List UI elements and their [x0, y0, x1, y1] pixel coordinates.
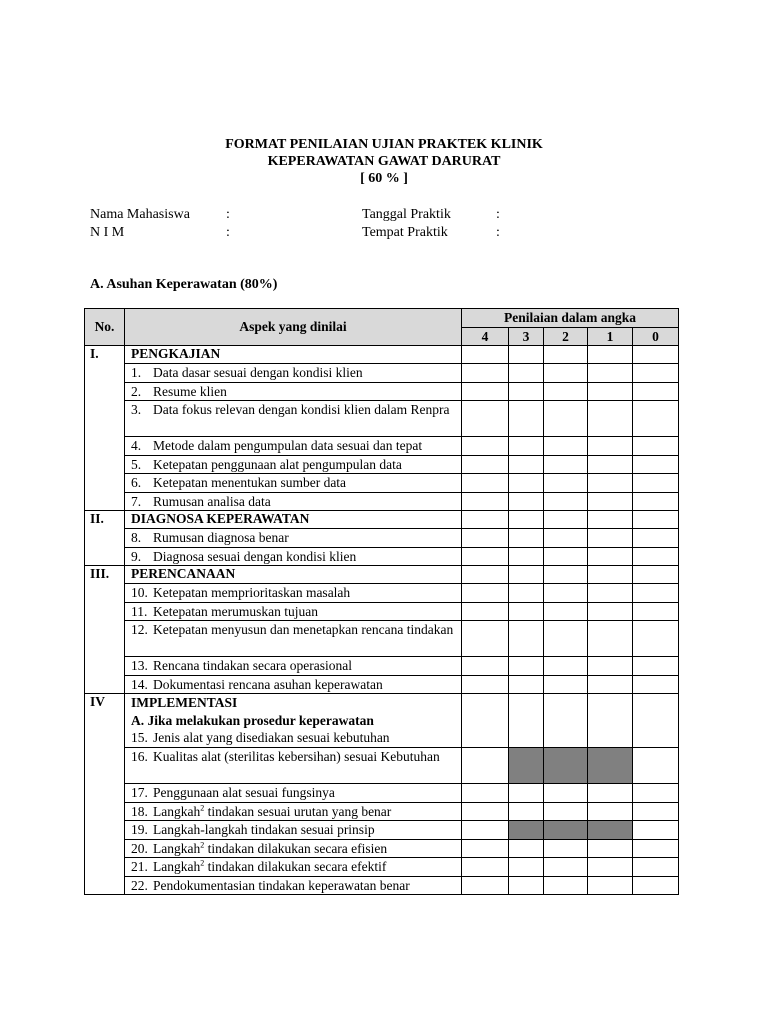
score-cell[interactable]	[544, 839, 588, 858]
score-cell[interactable]	[509, 455, 544, 474]
score-cell[interactable]	[588, 547, 633, 566]
score-cell[interactable]	[544, 529, 588, 548]
score-header: 2	[544, 328, 588, 346]
score-cell[interactable]	[509, 657, 544, 676]
score-cell[interactable]	[633, 748, 679, 784]
score-cell[interactable]	[633, 876, 679, 895]
score-cell[interactable]	[588, 802, 633, 821]
score-cell[interactable]	[633, 602, 679, 621]
item-number: 4.	[131, 438, 142, 453]
score-cell[interactable]	[544, 694, 588, 748]
score-cell[interactable]	[462, 346, 509, 364]
criteria-item	[125, 455, 462, 474]
score-cell[interactable]	[509, 401, 544, 437]
item-number: 17.	[131, 785, 148, 800]
score-cell[interactable]	[462, 858, 509, 877]
score-cell[interactable]	[633, 364, 679, 383]
score-cell[interactable]	[544, 474, 588, 493]
header-no: No.	[85, 309, 125, 346]
score-cell[interactable]	[509, 364, 544, 383]
score-cell[interactable]	[633, 401, 679, 437]
score-cell[interactable]	[633, 492, 679, 511]
score-cell[interactable]	[462, 675, 509, 694]
form-title-line-2: KEPERAWATAN GAWAT DARURAT	[267, 154, 501, 169]
criteria-item	[125, 584, 462, 603]
score-cell[interactable]	[509, 858, 544, 877]
item-number: 13.	[131, 658, 148, 673]
item-number: 5.	[131, 456, 142, 472]
item-text-part: Langkah	[153, 840, 201, 856]
criteria-item	[125, 474, 462, 493]
score-cell[interactable]	[588, 858, 633, 877]
item-text: Diagnosa sesuai dengan kondisi klien	[153, 548, 357, 564]
score-cell[interactable]	[633, 858, 679, 877]
item-text-part: tindakan dilakukan secara efisien	[204, 840, 388, 856]
criteria-item	[125, 839, 462, 858]
score-header: 1	[588, 328, 633, 346]
item-number: 6.	[131, 475, 142, 490]
score-cell[interactable]	[509, 511, 544, 529]
item-text: Jenis alat yang disediakan sesuai kebutuhan	[153, 730, 390, 745]
item-text-part: tindakan sesuai urutan yang benar	[204, 803, 392, 819]
score-cell[interactable]	[588, 602, 633, 621]
item-text: Pendokumentasian tindakan keperawatan benar	[153, 877, 410, 893]
score-cell[interactable]	[462, 566, 509, 584]
item-number: 12.	[131, 622, 148, 637]
score-cell[interactable]	[588, 474, 633, 493]
section-block	[125, 694, 462, 748]
score-cell[interactable]	[633, 839, 679, 858]
tanggal-praktik-colon: :	[496, 207, 500, 222]
score-cell[interactable]	[509, 802, 544, 821]
score-cell[interactable]	[462, 784, 509, 803]
score-cell[interactable]	[633, 346, 679, 364]
section-number: I.	[85, 346, 125, 511]
criteria-item	[125, 364, 462, 383]
item-text: Rumusan analisa data	[153, 493, 271, 509]
item-text-part: tindakan dilakukan secara efektif	[204, 859, 387, 874]
item-number: 11.	[131, 603, 148, 619]
nim-colon: :	[226, 225, 230, 240]
item-text: Ketepatan merumuskan tujuan	[153, 603, 318, 619]
section-title: PENGKAJIAN	[125, 346, 462, 364]
score-cell[interactable]	[462, 584, 509, 603]
header-penilaian: Penilaian dalam angka	[462, 309, 679, 328]
assessment-table	[84, 308, 679, 895]
subsection-title: A. Jika melakukan prosedur keperawatan	[131, 712, 374, 728]
score-cell[interactable]	[633, 821, 679, 840]
item-number: 18.	[131, 803, 148, 819]
criteria-item	[125, 858, 462, 877]
score-cell[interactable]	[509, 675, 544, 694]
criteria-item	[125, 547, 462, 566]
score-cell[interactable]	[588, 455, 633, 474]
score-cell[interactable]	[588, 566, 633, 584]
criteria-item	[125, 876, 462, 895]
score-cell[interactable]	[633, 675, 679, 694]
criteria-item	[125, 602, 462, 621]
section-number: II.	[85, 511, 125, 566]
nama-mahasiswa-colon: :	[226, 207, 230, 222]
item-text: Data dasar sesuai dengan kondisi klien	[153, 365, 363, 380]
score-cell[interactable]	[544, 492, 588, 511]
score-cell[interactable]	[588, 364, 633, 383]
score-cell[interactable]	[462, 876, 509, 895]
item-number: 3.	[131, 402, 142, 417]
item-text: Ketepatan memprioritaskan masalah	[153, 585, 351, 600]
item-number: 10.	[131, 585, 148, 600]
score-cell[interactable]	[633, 657, 679, 676]
item-number: 19.	[131, 822, 148, 837]
score-cell[interactable]	[462, 364, 509, 383]
score-cell[interactable]	[544, 382, 588, 401]
tempat-praktik-label: Tempat Praktik	[362, 225, 448, 240]
superscript: 2	[200, 858, 205, 868]
score-header: 4	[462, 328, 509, 346]
criteria-item	[125, 382, 462, 401]
section-title: IMPLEMENTASI	[131, 695, 238, 710]
score-cell[interactable]	[544, 437, 588, 456]
nim-label: N I M	[90, 225, 125, 240]
score-cell[interactable]	[462, 821, 509, 840]
score-cell[interactable]	[588, 675, 633, 694]
item-number: 21.	[131, 859, 148, 874]
item-text: Dokumentasi rencana asuhan keperawatan	[153, 676, 383, 692]
score-cell[interactable]	[462, 839, 509, 858]
item-text: Langkah-langkah tindakan sesuai prinsip	[153, 822, 375, 837]
score-cell-disabled	[544, 748, 588, 784]
superscript: 2	[200, 803, 205, 812]
item-number: 1.	[131, 365, 142, 380]
item-text: Ketepatan menyusun dan menetapkan rencana tindakan	[153, 622, 454, 637]
score-cell[interactable]	[633, 511, 679, 529]
score-cell[interactable]	[588, 784, 633, 803]
score-cell[interactable]	[588, 584, 633, 603]
item-number: 14.	[131, 676, 148, 692]
score-cell[interactable]	[509, 876, 544, 895]
score-cell[interactable]	[462, 437, 509, 456]
score-cell[interactable]	[462, 529, 509, 548]
item-number: 20.	[131, 840, 148, 856]
item-text: Rumusan diagnosa benar	[153, 530, 289, 545]
item-number: 2.	[131, 383, 142, 399]
item-number: 9.	[131, 548, 142, 564]
form-title-weight: [ 60 % ]	[360, 171, 408, 186]
section-title: PERENCANAAN	[125, 566, 462, 584]
score-cell[interactable]	[633, 566, 679, 584]
section-number: IV	[85, 694, 125, 895]
score-cell[interactable]	[544, 566, 588, 584]
score-cell[interactable]	[588, 346, 633, 364]
score-cell[interactable]	[544, 858, 588, 877]
score-cell[interactable]	[633, 584, 679, 603]
criteria-item	[125, 529, 462, 548]
score-cell[interactable]	[544, 346, 588, 364]
score-cell[interactable]	[544, 602, 588, 621]
criteria-item	[125, 784, 462, 803]
item-text	[153, 840, 461, 858]
score-cell[interactable]	[588, 511, 633, 529]
superscript: 2	[200, 840, 205, 849]
score-cell[interactable]	[633, 437, 679, 456]
score-cell[interactable]	[462, 602, 509, 621]
item-text: Penggunaan alat sesuai fungsinya	[153, 785, 335, 800]
score-cell[interactable]	[509, 621, 544, 657]
criteria-item	[125, 675, 462, 694]
score-cell[interactable]	[544, 784, 588, 803]
score-cell[interactable]	[633, 474, 679, 493]
score-cell[interactable]	[633, 382, 679, 401]
score-cell[interactable]	[509, 694, 544, 748]
score-cell[interactable]	[509, 529, 544, 548]
score-cell[interactable]	[633, 529, 679, 548]
score-cell[interactable]	[509, 492, 544, 511]
score-cell-disabled	[588, 821, 633, 840]
item-text: Metode dalam pengumpulan data sesuai dan tepat	[153, 438, 423, 453]
score-cell[interactable]	[509, 437, 544, 456]
score-cell-disabled	[509, 748, 544, 784]
score-cell-disabled	[509, 821, 544, 840]
criteria-item	[125, 748, 462, 784]
item-text: Kualitas alat (sterilitas kebersihan) sesuai Kebutuhan	[153, 749, 440, 764]
score-cell[interactable]	[462, 547, 509, 566]
score-cell-disabled	[544, 821, 588, 840]
score-cell[interactable]	[588, 839, 633, 858]
score-cell[interactable]	[588, 382, 633, 401]
score-cell[interactable]	[544, 876, 588, 895]
score-cell[interactable]	[633, 802, 679, 821]
score-cell[interactable]	[588, 492, 633, 511]
criteria-item	[125, 802, 462, 821]
score-cell[interactable]	[588, 621, 633, 657]
score-cell[interactable]	[633, 694, 679, 748]
score-cell[interactable]	[462, 748, 509, 784]
item-number: 22.	[131, 877, 148, 893]
score-cell[interactable]	[462, 802, 509, 821]
item-text-part: Langkah	[153, 803, 201, 819]
item-text: Ketepatan penggunaan alat pengumpulan data	[153, 456, 402, 472]
item-number: 8.	[131, 530, 142, 545]
item-text	[153, 803, 461, 821]
score-cell[interactable]	[462, 657, 509, 676]
score-cell-disabled	[588, 748, 633, 784]
score-cell[interactable]	[544, 547, 588, 566]
section-number: III.	[85, 566, 125, 694]
item-text-part: Langkah	[153, 859, 201, 874]
score-cell[interactable]	[509, 566, 544, 584]
score-cell[interactable]	[544, 401, 588, 437]
score-cell[interactable]	[462, 382, 509, 401]
score-cell[interactable]	[509, 382, 544, 401]
score-cell[interactable]	[462, 492, 509, 511]
score-cell[interactable]	[544, 584, 588, 603]
item-text: Ketepatan menentukan sumber data	[153, 475, 347, 490]
score-cell[interactable]	[544, 675, 588, 694]
score-cell[interactable]	[544, 455, 588, 474]
score-cell[interactable]	[588, 657, 633, 676]
item-text: Rencana tindakan secara operasional	[153, 658, 353, 673]
score-cell[interactable]	[462, 621, 509, 657]
item-text	[153, 858, 461, 876]
score-cell[interactable]	[588, 694, 633, 748]
score-cell[interactable]	[588, 876, 633, 895]
criteria-item	[125, 621, 462, 657]
score-cell[interactable]	[588, 529, 633, 548]
item-number: 15.	[131, 730, 148, 745]
section-a-heading: A. Asuhan Keperawatan (80%)	[90, 277, 278, 292]
score-cell[interactable]	[509, 784, 544, 803]
score-cell[interactable]	[509, 584, 544, 603]
score-cell[interactable]	[462, 474, 509, 493]
score-cell[interactable]	[588, 437, 633, 456]
score-cell[interactable]	[544, 364, 588, 383]
score-cell[interactable]	[509, 602, 544, 621]
score-cell[interactable]	[588, 401, 633, 437]
criteria-item	[125, 821, 462, 840]
criteria-item	[125, 401, 462, 437]
score-cell[interactable]	[509, 547, 544, 566]
item-text: Data fokus relevan dengan kondisi klien dalam Renpra	[153, 402, 450, 417]
item-number: 7.	[131, 493, 142, 509]
score-cell[interactable]	[462, 455, 509, 474]
tanggal-praktik-label: Tanggal Praktik	[362, 207, 451, 222]
criteria-item	[125, 492, 462, 511]
score-cell[interactable]	[544, 621, 588, 657]
score-cell[interactable]	[544, 657, 588, 676]
score-cell[interactable]	[633, 621, 679, 657]
score-cell[interactable]	[462, 401, 509, 437]
form-title-line-1: FORMAT PENILAIAN UJIAN PRAKTEK KLINIK	[225, 137, 543, 152]
score-cell[interactable]	[633, 547, 679, 566]
score-cell[interactable]	[462, 511, 509, 529]
header-aspek: Aspek yang dinilai	[125, 309, 462, 346]
nama-mahasiswa-label: Nama Mahasiswa	[90, 207, 190, 222]
item-text: Resume klien	[153, 383, 227, 399]
criteria-item	[125, 437, 462, 456]
score-cell[interactable]	[509, 839, 544, 858]
section-title: DIAGNOSA KEPERAWATAN	[125, 511, 462, 529]
score-cell[interactable]	[633, 455, 679, 474]
item-number: 16.	[131, 749, 148, 764]
tempat-praktik-colon: :	[496, 225, 500, 240]
score-cell[interactable]	[509, 474, 544, 493]
score-header: 3	[509, 328, 544, 346]
score-header: 0	[633, 328, 679, 346]
score-cell[interactable]	[544, 511, 588, 529]
score-cell[interactable]	[633, 784, 679, 803]
score-cell[interactable]	[462, 694, 509, 748]
score-cell[interactable]	[544, 802, 588, 821]
score-cell[interactable]	[509, 346, 544, 364]
criteria-item	[125, 657, 462, 676]
